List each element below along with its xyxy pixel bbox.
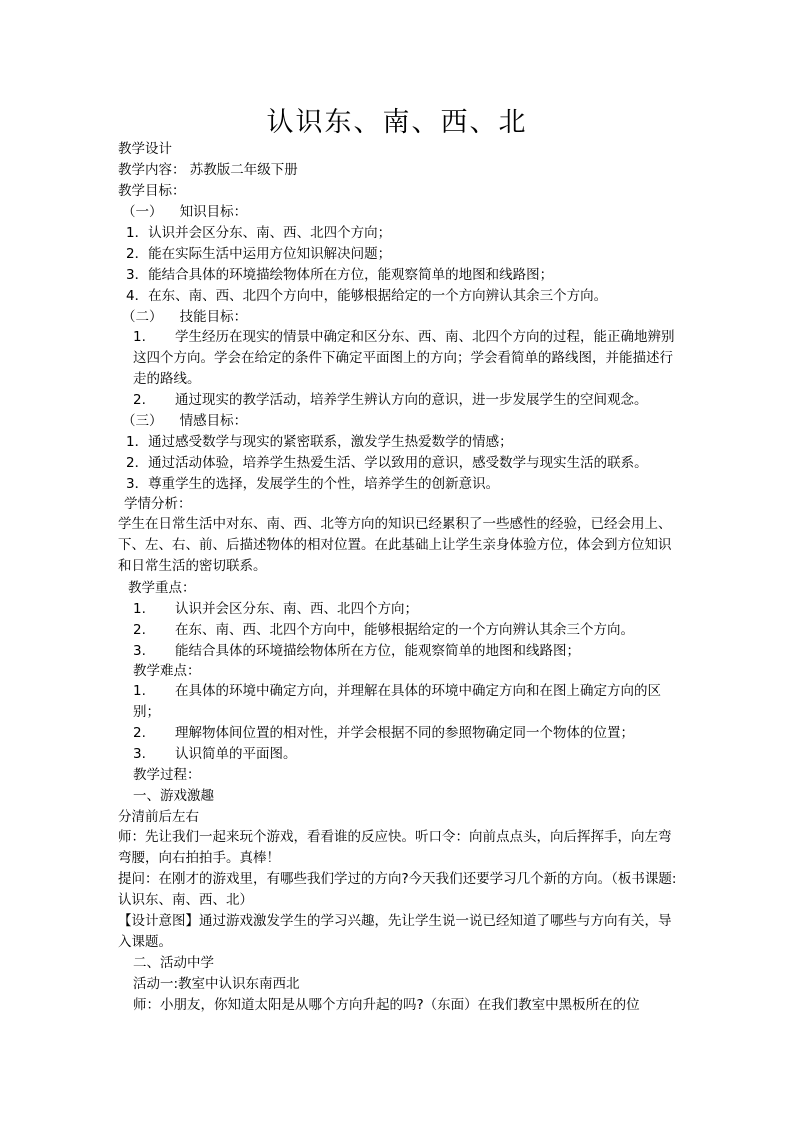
section-heading-difficulties: 教学难点：: [133, 663, 201, 679]
analysis-paragraph: 学生在日常生活中对东、南、西、北等方向的知识已经累积了一些感性的经验，已经会用上、下、左、右、前、后描述物体的相对位置。在此基础上让学生亲身体验方位，体会到方位知识和日常生活的密切联系。: [118, 516, 672, 574]
section-heading-goals: 教学目标：: [118, 183, 186, 199]
key-point-number: 3.: [133, 643, 146, 659]
emotion-item-2: 2．通过活动体验，培养学生热爱生活、学以致用的意识，感受数学与现实生活的联系。: [126, 455, 648, 471]
step-heading-game: 一、游戏激趣: [133, 788, 214, 804]
skill-item-number: 1.: [133, 329, 146, 345]
difficulty-number: 2.: [133, 725, 146, 741]
knowledge-item-1: 1．认识并会区分东、南、西、北四个方向；: [126, 225, 392, 241]
emotion-item-1: 1．通过感受数学与现实的紧密联系，激发学生热爱数学的情感；: [126, 434, 513, 450]
key-point-text: 认识并会区分东、南、西、北四个方向；: [175, 601, 418, 617]
key-point-text: 在东、南、西、北四个方向中，能够根据给定的一个方向辨认其余三个方向。: [175, 622, 634, 638]
section-heading-key-points: 教学重点：: [128, 580, 196, 596]
key-point-text: 能结合具体的环境描绘物体所在方位，能观察简单的地图和线路图；: [175, 643, 580, 659]
activity-one-heading: 活动一:教室中认识东南西北: [133, 976, 300, 992]
skill-item-1: [133, 327, 684, 390]
subheading-emotion: （三） 情感目标：: [122, 413, 248, 429]
section-heading-design: 教学设计: [118, 141, 172, 157]
key-point-1: [133, 599, 418, 619]
skill-item-number: 2.: [133, 392, 146, 408]
knowledge-item-2: 2．能在实际生活中运用方位知识解决问题；: [126, 246, 392, 262]
key-point-3: [133, 641, 580, 661]
skill-item-2: [133, 390, 648, 410]
subheading-skills: （二） 技能目标：: [122, 309, 248, 325]
game-name: 分清前后左右: [118, 809, 199, 825]
teacher-game-paragraph: 师：先让我们一起来玩个游戏，看看谁的反应快。听口令：向前点点头，向后挥挥手，向左弯弯腰，向右拍拍手。真棒！: [118, 829, 672, 866]
emotion-item-3: 3．尊重学生的选择，发展学生的个性，培养学生的创新意识。: [126, 476, 500, 492]
difficulty-text: 认识简单的平面图。: [175, 746, 297, 762]
key-point-number: 1.: [133, 601, 146, 617]
knowledge-item-4: 4．在东、南、西、北四个方向中，能够根据给定的一个方向辨认其余三个方向。: [126, 288, 608, 304]
page-title: 认识东、南、西、北: [266, 107, 528, 138]
difficulty-2: [133, 723, 634, 743]
skill-item-text: 通过现实的教学活动，培养学生辨认方向的意识，进一步发展学生的空间观念。: [175, 392, 648, 408]
skill-item-text: 学生经历在现实的情景中确定和区分东、西、南、北四个方向的过程，能正确地辨别这四个方向。学会在给定的条件下确定平面图上的方向；学会看简单的路线图，并能描述行走的路线。: [133, 329, 675, 387]
section-heading-process: 教学过程：: [133, 767, 201, 783]
teaching-content: 教学内容： 苏教版二年级下册: [118, 162, 298, 178]
difficulty-1: [133, 681, 684, 723]
difficulty-number: 1.: [133, 683, 146, 699]
question-paragraph: 提问：在刚才的游戏里，有哪些我们学过的方向?今天我们还要学习几个新的方向。（板书课题:认识东、南、西、北）: [118, 871, 677, 908]
section-heading-analysis: 学情分析：: [124, 496, 192, 512]
step-heading-activity: 二、活动中学: [133, 955, 214, 971]
difficulty-3: [133, 744, 297, 764]
design-intent-paragraph: 【设计意图】通过游戏激发学生的学习兴趣，先让学生说一说已经知道了哪些与方向有关，导入课题。: [118, 913, 672, 950]
difficulty-text: 在具体的环境中确定方向，并理解在具体的环境中确定方向和在图上确定方向的区别；: [133, 683, 661, 720]
key-point-2: [133, 620, 634, 640]
difficulty-text: 理解物体间位置的相对性，并学会根据不同的参照物确定同一个物体的位置；: [175, 725, 634, 741]
key-point-number: 2.: [133, 622, 146, 638]
subheading-knowledge: （一） 知识目标：: [122, 204, 248, 220]
knowledge-item-3: 3．能结合具体的环境描绘物体所在方位，能观察简单的地图和线路图；: [126, 267, 554, 283]
difficulty-number: 3.: [133, 746, 146, 762]
teacher-sun-paragraph: 师：小朋友，你知道太阳是从哪个方向升起的吗?（东面）在我们教室中黑板所在的位: [133, 997, 640, 1013]
